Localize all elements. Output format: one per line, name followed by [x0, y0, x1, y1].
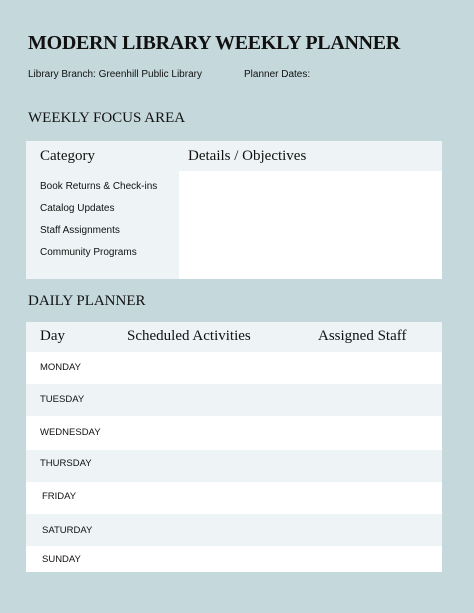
assigned-staff-column-header: Assigned Staff — [318, 328, 407, 344]
day-row-friday[interactable] — [26, 482, 442, 514]
details-objectives-area[interactable] — [179, 171, 442, 279]
day-label-wednesday: WEDNESDAY — [40, 427, 101, 438]
daily-planner-table — [26, 322, 442, 572]
category-item: Community Programs — [40, 247, 137, 258]
library-branch-label: Library Branch: Greenhill Public Library — [28, 69, 202, 80]
day-label-friday: FRIDAY — [42, 491, 77, 502]
daily-planner-heading: DAILY PLANNER — [28, 293, 146, 309]
day-label-sunday: SUNDAY — [42, 554, 81, 565]
day-label-monday: MONDAY — [40, 362, 81, 373]
weekly-focus-table — [26, 141, 442, 279]
category-item: Catalog Updates — [40, 203, 115, 214]
scheduled-activities-column-header: Scheduled Activities — [127, 328, 251, 344]
day-label-saturday: SATURDAY — [42, 525, 93, 536]
category-item: Book Returns & Check-ins — [40, 181, 158, 192]
day-label-tuesday: TUESDAY — [40, 394, 85, 405]
category-item: Staff Assignments — [40, 225, 120, 236]
day-row-tuesday[interactable] — [26, 384, 442, 416]
day-row-monday[interactable] — [26, 352, 442, 384]
day-label-thursday: THURSDAY — [40, 458, 92, 469]
day-row-sunday[interactable] — [26, 546, 442, 572]
page-title: MODERN LIBRARY WEEKLY PLANNER — [28, 32, 400, 54]
details-objectives-header: Details / Objectives — [188, 148, 307, 164]
category-header: Category — [40, 148, 95, 164]
weekly-focus-heading: WEEKLY FOCUS AREA — [28, 110, 186, 126]
planner-dates-label: Planner Dates: — [244, 69, 311, 80]
day-column-header: Day — [40, 328, 65, 344]
